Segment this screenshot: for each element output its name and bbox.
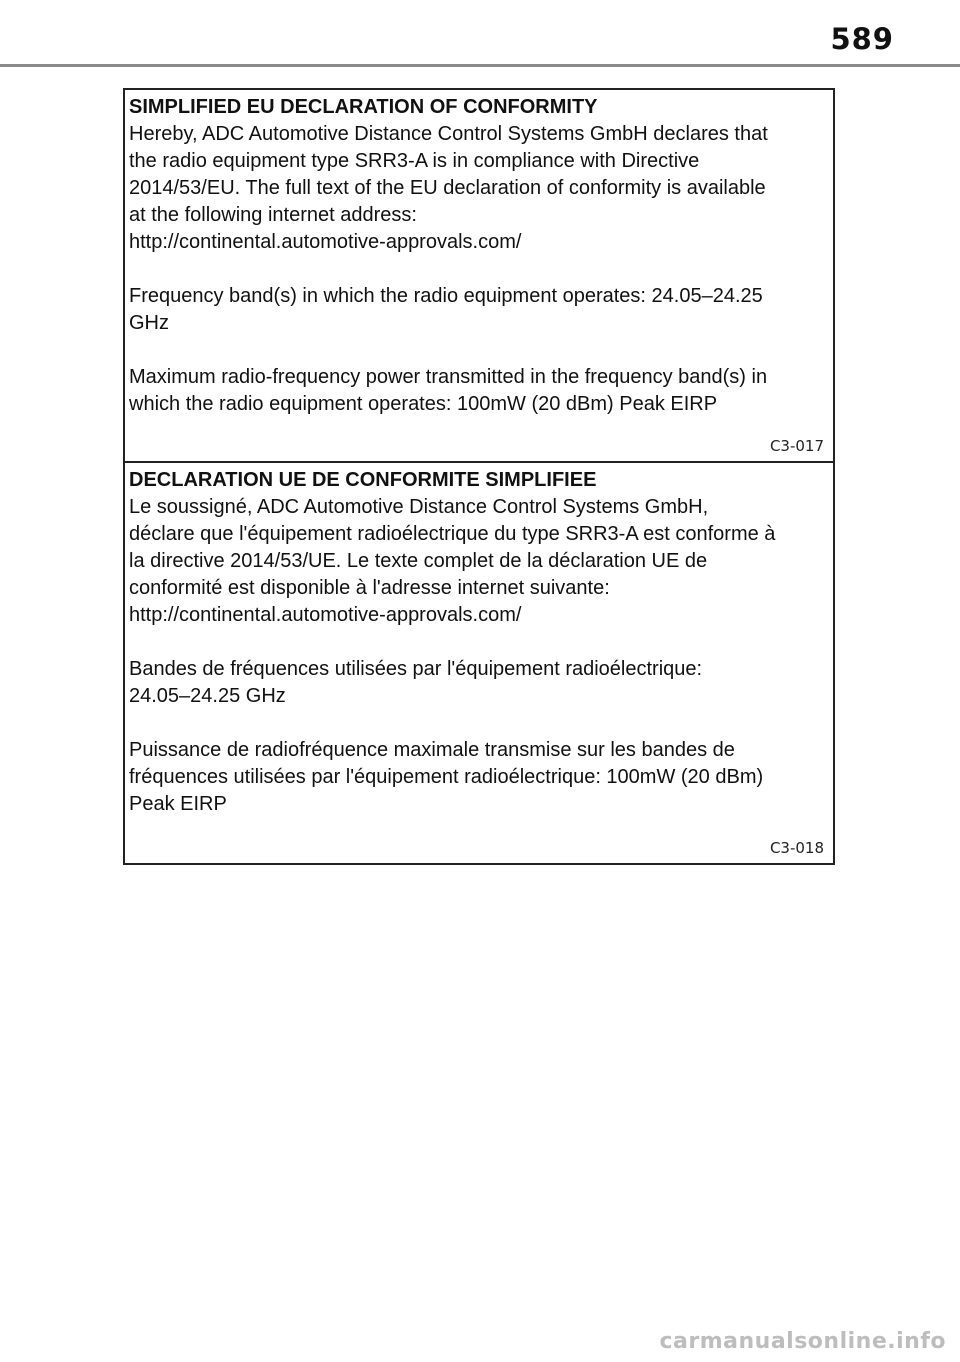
eu-declaration-section [125, 90, 833, 461]
text-line: 2014/53/EU. The full text of the EU declaration of conformity is available [129, 177, 766, 199]
text-line: Hereby, ADC Automotive Distance Control Systems GmbH declares that [129, 123, 768, 145]
page-number: 589 [830, 22, 894, 56]
text-line: GHz [129, 312, 169, 334]
frequency-paragraph [129, 283, 829, 337]
text-line: fréquences utilisées par l'équipement radioélectrique: 100mW (20 dBm) [129, 766, 764, 788]
text-line: Frequency band(s) in which the radio equipment operates: 24.05–24.25 [129, 285, 763, 307]
text-line: déclare que l'équipement radioélectrique du type SRR3-A est conforme à [129, 523, 776, 545]
text-line: the radio equipment type SRR3-A is in compliance with Directive [129, 150, 700, 172]
text-line: Maximum radio-frequency power transmitted in the frequency band(s) in [129, 366, 768, 388]
ue-declaration-section [125, 461, 833, 863]
declaration-paragraph [129, 494, 829, 629]
power-paragraph [129, 737, 829, 818]
section-code: C3-018 [769, 839, 824, 857]
text-line: Puissance de radiofréquence maximale transmise sur les bandes de [129, 739, 735, 761]
section-code: C3-017 [769, 437, 824, 455]
approval-url: http://continental.automotive-approvals.com/ [129, 604, 522, 626]
approval-url: http://continental.automotive-approvals.com/ [129, 231, 522, 253]
text-line: at the following internet address: [129, 204, 417, 226]
text-line: la directive 2014/53/UE. Le texte complet de la déclaration UE de [129, 550, 708, 572]
text-line: Bandes de fréquences utilisées par l'équipement radioélectrique: [129, 658, 703, 680]
text-line: conformité est disponible à l'adresse internet suivante: [129, 577, 610, 599]
text-line: 24.05–24.25 GHz [129, 685, 286, 707]
text-line: which the radio equipment operates: 100mW (20 dBm) Peak EIRP [129, 393, 718, 415]
frequency-paragraph [129, 656, 829, 710]
watermark: carmanualsonline.info [659, 1329, 946, 1354]
section-title: SIMPLIFIED EU DECLARATION OF CONFORMITY [129, 96, 598, 118]
power-paragraph [129, 364, 829, 418]
declaration-table [123, 88, 835, 865]
text-line: Peak EIRP [129, 793, 227, 815]
section-title: DECLARATION UE DE CONFORMITE SIMPLIFIEE [129, 469, 597, 491]
declaration-paragraph [129, 121, 829, 256]
text-line: Le soussigné, ADC Automotive Distance Control Systems GmbH, [129, 496, 709, 518]
header-divider [0, 64, 960, 67]
